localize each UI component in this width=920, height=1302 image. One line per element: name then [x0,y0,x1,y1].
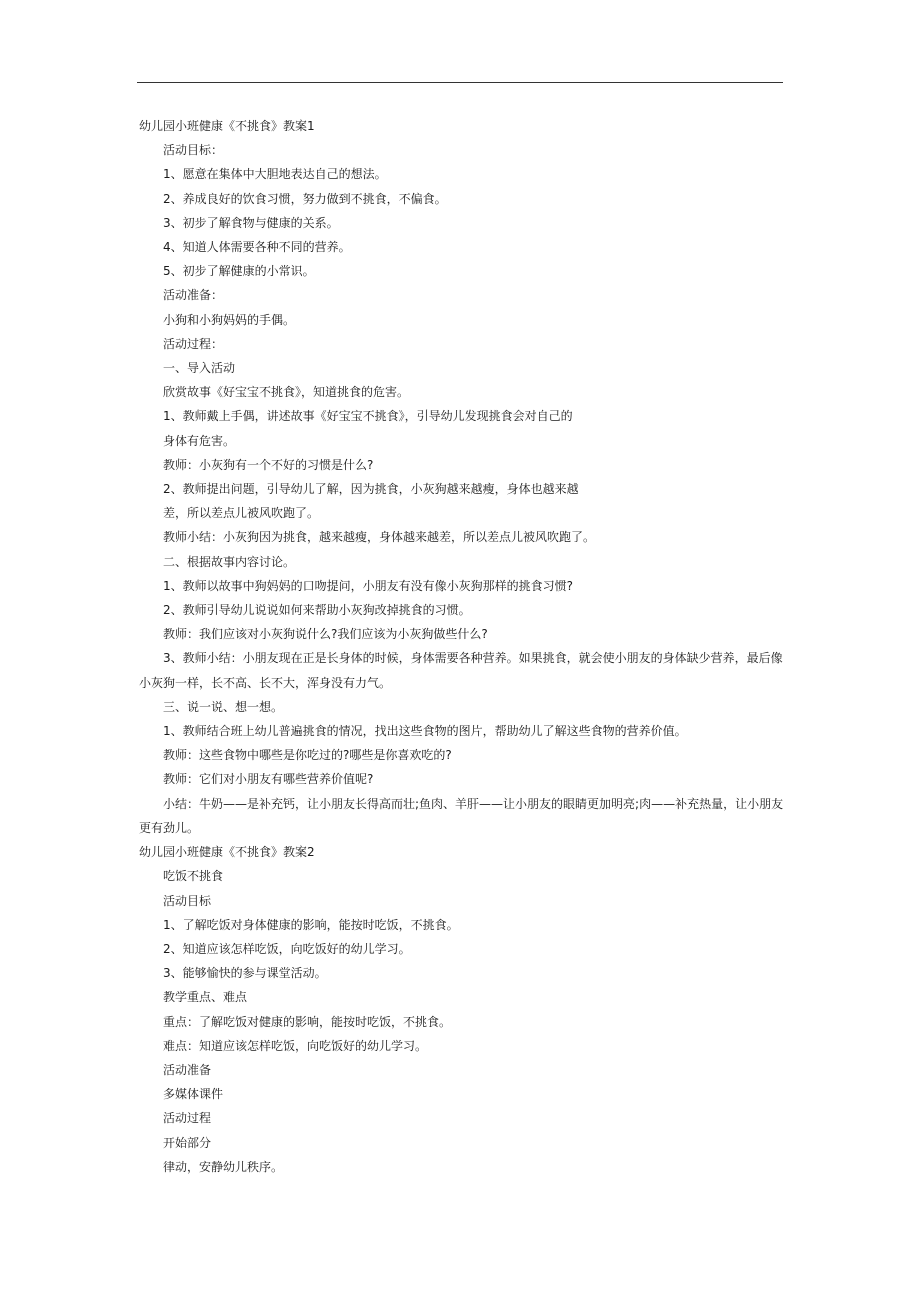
text-line: 教师：这些食物中哪些是你吃过的?哪些是你喜欢吃的? [163,748,452,763]
text-line: 律动，安静幼儿秩序。 [163,1159,284,1174]
text-line: 小狗和小狗妈妈的手偶。 [163,312,296,327]
text-line: 5、初步了解健康的小常识。 [163,264,315,279]
summary-paragraph: 小结：牛奶——是补充钙，让小朋友长得高而壮;鱼肉、羊肝——让小朋友的眼睛更加明亮;肉——补充热量，让小朋友更有劲儿。 [139,796,784,835]
text-line: 吃饭不挑食 [163,869,224,884]
text-line: 难点：知道应该怎样吃饭，向吃饭好的幼儿学习。 [163,1038,428,1053]
text-line: 差，所以差点儿被风吹跑了。 [163,506,320,521]
text-line: 1、愿意在集体中大胆地表达自己的想法。 [163,167,387,182]
text-line: 2、养成良好的饮食习惯，努力做到不挑食，不偏食。 [163,191,447,206]
text-line: 3、初步了解食物与健康的关系。 [163,215,339,230]
text-line: 活动准备 [163,1062,212,1077]
text-line: 教学重点、难点 [163,990,248,1005]
text-line: 2、教师提出问题，引导幼儿了解，因为挑食，小灰狗越来越瘦，身体也越来越 [163,482,579,497]
teacher-summary-paragraph: 3、教师小结：小朋友现在正是长身体的时候，身体需要各种营养。如果挑食，就会使小朋友的身体缺少营养，最后像小灰狗一样，长不高、长不大，浑身没有力气。 [139,651,783,690]
text-line: 教师：小灰狗有一个不好的习惯是什么? [163,457,374,472]
text-line: 一、导入活动 [163,361,236,376]
text-line: 教师：它们对小朋友有哪些营养价值呢? [163,772,374,787]
lesson2-title: 幼儿园小班健康《不挑食》教案2 [139,845,315,860]
text-line: 欣赏故事《好宝宝不挑食》，知道挑食的危害。 [163,385,410,400]
text-line: 4、知道人体需要各种不同的营养。 [163,240,351,255]
text-line: 1、教师以故事中狗妈妈的口吻提问，小朋友有没有像小灰狗那样的挑食习惯? [163,578,574,593]
header-rule [137,82,783,83]
text-line: 多媒体课件 [163,1087,224,1102]
text-line: 活动过程 [163,1111,212,1126]
text-line: 活动目标： [163,143,224,158]
text-line: 2、知道应该怎样吃饭，向吃饭好的幼儿学习。 [163,941,411,956]
text-line: 1、教师结合班上幼儿普遍挑食的情况，找出这些食物的图片，帮助幼儿了解这些食物的营养价值。 [163,724,687,739]
lesson1-title: 幼儿园小班健康《不挑食》教案1 [139,119,315,133]
text-line: 活动过程： [163,336,224,351]
text-line: 开始部分 [163,1135,212,1150]
document-body [139,114,789,1179]
text-line: 三、说一说、想一想。 [163,699,284,714]
text-line: 1、了解吃饭对身体健康的影响，能按时吃饭，不挑食。 [163,917,459,932]
text-line: 活动目标 [163,893,212,908]
text-line: 教师：我们应该对小灰狗说什么?我们应该为小灰狗做些什么? [163,627,488,642]
text-line: 身体有危害。 [163,433,236,448]
text-line: 教师小结：小灰狗因为挑食，越来越瘦，身体越来越差，所以差点儿被风吹跑了。 [163,530,596,545]
text-line: 2、教师引导幼儿说说如何来帮助小灰狗改掉挑食的习惯。 [163,603,471,618]
text-line: 1、教师戴上手偶，讲述故事《好宝宝不挑食》，引导幼儿发现挑食会对自己的 [163,409,573,424]
text-line: 重点：了解吃饭对健康的影响，能按时吃饭，不挑食。 [163,1014,452,1029]
text-line: 二、根据故事内容讨论。 [163,554,296,569]
text-line: 3、能够愉快的参与课堂活动。 [163,966,327,981]
text-line: 活动准备： [163,288,224,303]
